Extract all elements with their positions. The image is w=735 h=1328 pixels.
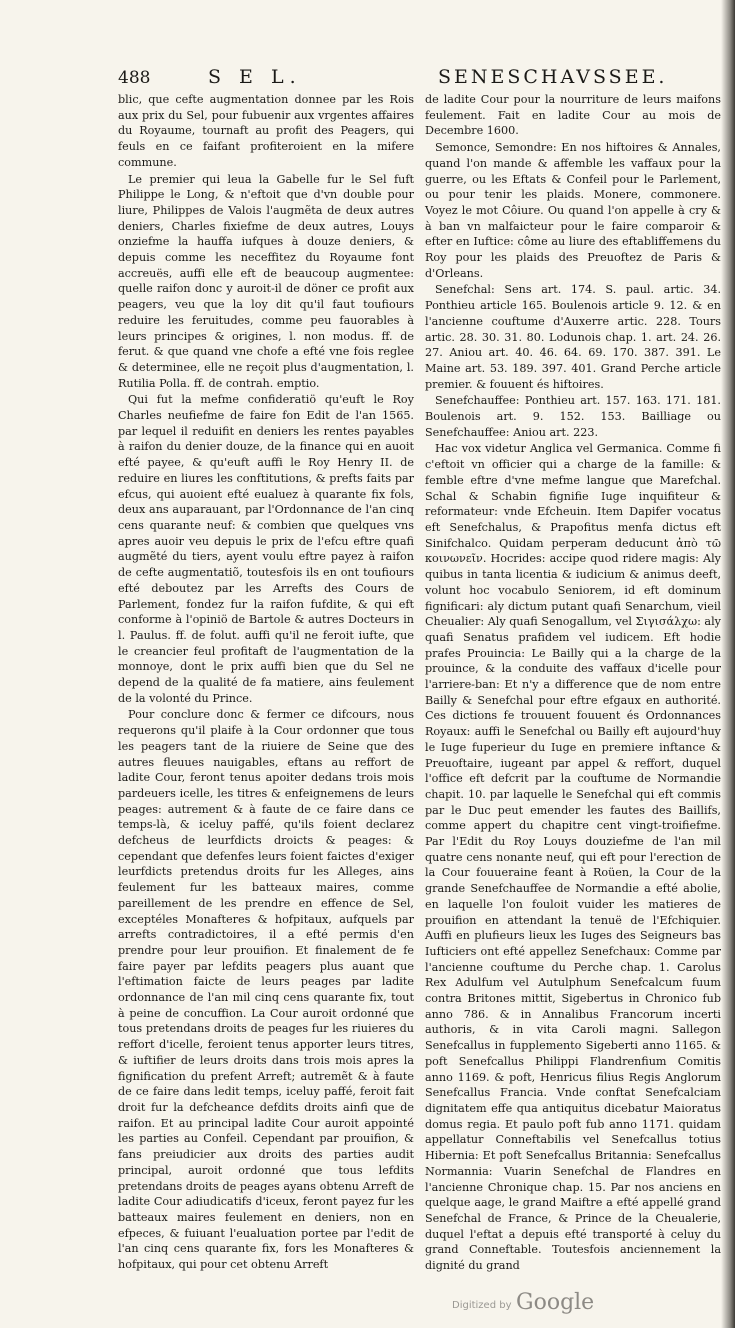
google-logo: Google [516, 1290, 595, 1315]
paragraph: blic, que cefte augmentation donnee par les Rois aux prix du Sel, pour fubuenir aux vrgentes affaires du Royaume, tournaft au profit des Peagers, qui feuls en ce faifant profiteroient en la mifere commune. [118, 93, 414, 169]
left-column [118, 92, 414, 1274]
digitized-by-label: Digitized by [452, 1300, 512, 1311]
right-column [425, 92, 721, 1275]
paragraph: Senefchauffee: Ponthieu art. 157. 163. 171. 181. Boulenois art. 9. 152. 153. Bailliage ou Senefchauffee: Aniou art. 223. [425, 394, 721, 439]
page-number: 488 [118, 68, 151, 88]
paragraph: Qui fut la mefme confideratiö qu'euft le Roy Charles neufiefme de faire fon Edit de l'an 1565. par lequel il reduifit en deniers les rentes payables à raifon du denier douze, de la finance qui en auoit efté payee, & qu'euft auffi le Roy Henry II. de reduire en liures les conftitutions, & prefts faits par efcus, qui auoient efté eualuez à quarante fix fols, deux ans auparauant, par l'Ordonnance de l'an cinq cens quarante neuf: & combien que quelques vns apres auoir veu depuis le prix de l'efcu eftre quafi augmẽté du tiers, ayent voulu eftre payez à raifon de cefte augmentatiõ, toutesfois ils en ont toufiours efté deboutez par les Arrefts des Cours de Parlement, fondez fur la raifon fufdite, & qui eft conforme à l'opiniö de Bartole & autres Docteurs in l. Paulus. ff. de folut. auffi qu'il ne feroit iufte, que le creancier feul profitaft de l'augmentation de la monnoye, dont le prix auffi bien que du Sel ne depend de la qualité de fa matiere, ains feulement de la volonté du Prince. [118, 393, 414, 705]
running-title-right: SENESCHAVSSEE. [438, 66, 668, 88]
digitization-watermark [452, 1290, 652, 1318]
paragraph: Senefchal: Sens art. 174. S. paul. artic. 34. Ponthieu article 165. Boulenois article 9. 12. & en l'ancienne couftume d'Auxerre artic. 228. Tours artic. 28. 30. 31. 80. Lodunois chap. 1. art. 24. 26. 27. Aniou art. 40. 46. 64. 69. 170. 387. 391. Le Maine art. 53. 189. 397. 401. Grand Perche article premier. & fouuent és hiftoires. [425, 283, 721, 391]
paragraph: Pour conclure donc & fermer ce difcours, nous requerons qu'il plaife à la Cour ordonner que tous les peagers tant de la riuiere de Seine que des autres fleuues nauigables, eftans au reffort de ladite Cour, feront tenus apoiter dedans trois mois pardeuers icelle, les titres & enfeignemens de leurs peages: autrement & à faute de ce faire dans ce temps-là, & iceluy paffé, qu'ils foient declarez defcheus de leurfdicts droicts & peages: & cependant que defenfes leurs foient faictes d'exiger leurfdicts pretendus droits fur les Alleges, ains feulement fur les batteaux maires, comme pareillement de les prendre en effence de Sel, exceptéles Monafteres & hofpitaux, aufquels par arrefts contradictoires, il a efté permis d'en prendre pour leur prouifion. Et finalement de fe faire payer par lefdits peagers plus auant que l'eftimation faicte de leurs peages par ladite ordonnance de l'an mil cinq cens quarante fix, tout à peine de concuffion. La Cour auroit ordonné que tous pretendans droits de peages fur les riuieres du reffort d'icelle, feroient tenus apporter leurs titres, & iuftifier de leurs droits dans trois mois apres la fignification du prefent Arreft; autremẽt & à faute de ce faire dans ledit temps, iceluy paffé, feroit fait droit fur la defcheance defdits droits ainfi que de raifon. Et au principal ladite Cour auroit appointé les parties au Confeil. Cependant par prouifion, & fans preiudicier aux droits des parties audit principal, auroit ordonné que tous lefdits pretendans droits de peages ayans obtenu Arreft de ladite Cour adiudicatifs d'iceux, feront payez fur les batteaux maires feulement en deniers, non en efpeces, & fuiuant l'eualuation portee par l'edit de l'an cinq cens quarante fix, fors les Monafteres & hofpitaux, qui pour cet obtenu Arreft [118, 708, 414, 1272]
page-edge-shadow [721, 0, 735, 1328]
paragraph: Le premier qui leua la Gabelle fur le Sel fuft Philippe le Long, & n'eftoit que d'vn double pour liure, Philippes de Valois l'augmẽta de deux autres deniers, Charles fixiefme de deux autres, Louys onziefme la hauffa iufques à douze deniers, & depuis comme les neceffitez du Royaume font accreuës, auffi elle eft de beaucoup augmentee: quelle raifon donc y auroit-il de döner ce profit aux peagers, veu que la loy dit qu'il faut toufiours reduire les feruitudes, comme peu fauorables à leurs principes & origines, l. non modus. ff. de ferut. & que quand vne chofe a efté vne fois reglee & determinee, elle ne reçoit plus d'augmentation, l. Rutilia Polla. ff. de contrah. emptio. [118, 172, 414, 390]
page-header [118, 66, 718, 92]
paragraph: Hac vox videtur Anglica vel Germanica. Comme fi c'eftoit vn officier qui a charge de la famille: & femble eftre d'vne mefme langue que Marefchal. Schal & Schabin fignifie Iuge inquifiteur & reformateur: vnde Efcheuin. Item Dapifer vocatus eft Senefchalus, & Prapofitus menfa dictus eft Sinifchalco. Quidam perperam deducunt ἀπὸ τῶ κοινωνεῖν. Hocrides: accipe quod ridere magis: Aly quibus in tanta licentia & iudicium & animus deeft, volunt hoc vocabulo Seniorem, id eft dominum fignificari: aly dictum putant quafi Senarchum, vieil Cheualier: Aly quafi Senogallum, vel Σιγισάλχω: aly quafi Senatus prafidem vel iudicem. Eft hodie prafes Prouincia: Le Bailly qui a la charge de la prouince, & la conduite des vaffaux d'icelle pour l'arriere-ban: Et n'y a difference que de nom entre Bailly & Senefchal pour eftre efgaux en authorité. Ces dictions fe trouuent fouuent és Ordonnances Royaux: auffi le Senefchal ou Bailly eft aujourd'huy le Iuge fuperieur du Iuge en premiere inftance & Preuoftaire, iugeant par appel & reffort, duquel l'office eft defcrit par la couftume de Normandie chapit. 10. par laquelle le Senefchal qui eft commis par le Duc peut emender les fautes des Baillifs, comme appert du chapitre cent vingt-troifiefme. Par l'Edit du Roy Louys douziefme de l'an mil quatre cens nonante neuf, qui eft pour l'erection de la Cour fouueraine feant à Roüen, la Cour de la grande Senefchauffee de Normandie a efté abolie, en laquelle l'on fouloit vuider les matieres de prouifion en attendant la tenuë de l'Efchiquier. Auffi en plufieurs lieux les Iuges des Seigneurs bas Iufticiers ont efté appellez Senefchaux: Comme par l'ancienne couftume du Perche chap. 1. Carolus Rex Adulfum vel Autulphum Senefcalcum fuum contra Britones mittit, Sigebertus in Chronico fub anno 786. & in Annalibus Francorum incerti authoris, & in vita Caroli magni. Sallegon Senefcallus in fupplemento Sigeberti anno 1165. & poft Senefcallus Philippi Flandrenfium Comitis anno 1169. & poft, Henricus filius Regis Anglorum Senefcallus Francia. Vnde conftat Senefcalciam dignitatem effe qua antiquitus dicebatur Maioratus domus regia. Et paulo poft fub anno 1171. quidam appellatur Conneftabilis vel Senefcallus totius Hibernia: Et poft Senefcallus Britannia: Senefcallus Normannia: Vuarin Senefchal de Flandres en l'ancienne Chronique chap. 15. Par nos anciens en quelque aage, le grand Maiftre a efté appellé grand Senefchal de France, & Prince de la Cheualerie, duquel l'eftat a depuis efté transporté à celuy du grand Conneftable. Toutesfois anciennement la dignité du grand [425, 442, 721, 1273]
paragraph: Semonce, Semondre: En nos hiftoires & Annales, quand l'on mande & affemble les vaffaux pour la guerre, ou les Eftats & Confeil pour le Parlement, ou pour tenir les plaids. Monere, commonere. Voyez le mot Côiure. Ou quand l'on appelle à cry & à ban vn malfaicteur pour le faire comparoir & efter en Iuftice: côme au liure des eftabliffemens du Roy pour les plaids des Preuoftez de Paris & d'Orleans. [425, 141, 721, 280]
paragraph: de ladite Cour pour la nourriture de leurs maifons feulement. Fait en ladite Cour au mois de Decembre 1600. [425, 93, 721, 138]
running-title-left: S E L. [208, 66, 302, 88]
